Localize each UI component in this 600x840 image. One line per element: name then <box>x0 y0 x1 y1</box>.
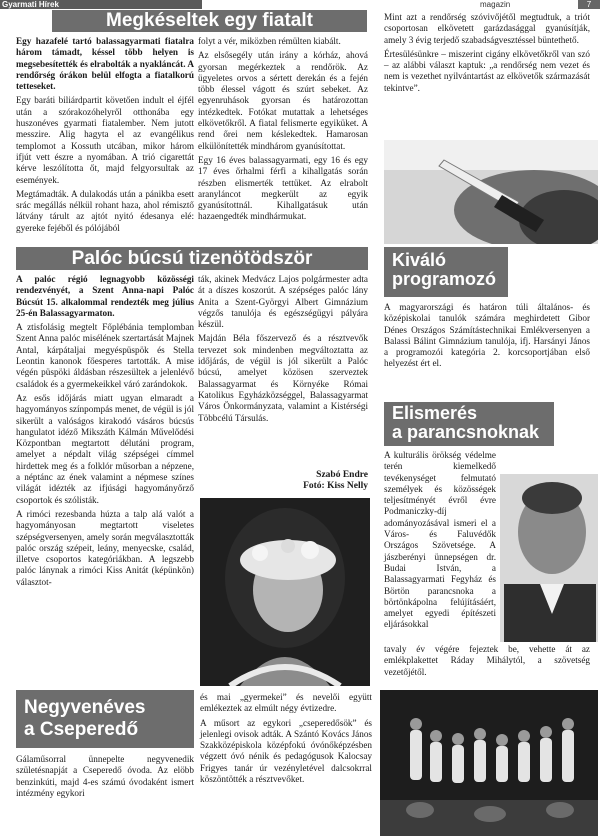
article5-title <box>16 690 194 748</box>
section-label: magazin <box>480 0 511 9</box>
article2-byline <box>198 470 368 492</box>
masthead-left: Gyarmati Hírek <box>0 0 202 9</box>
article2-col2-p2: Majdán Béla főszervező és a résztvevők tervezet sok mindenben megváltoztatta az időjárás, de végül is jól sikerült a Palóc búcsú, amelyet közösen szerveztek Balassagyarmat és Környéke Római Katolikus Egyházközséggel, Balassagyarmat Város Önkormányzata, valamint a Kistérségi Többcélú Társulás. <box>198 333 368 423</box>
article3-text: A magyarországi és határon túli általános- és középiskolai tanulók számára meghirdetett Gibor Dénes Országos Számítástechnikai Emlékversenyen a Balassi Bálint Gimnázium tanulója, ifj. Harsányi János a programozói kategória 2. korcsoportjában első helyezést ért el. <box>384 302 590 369</box>
photo-credit: Fotó: Kiss Nelly <box>303 481 368 491</box>
article1-col2-p3: Egy 16 éves balassagyarmati, egy 16 és egy 17 éves őrhalmi férfi a kihallgatás során részben elismerték tettüket. Az elrabolt aranyláncot megkerült az egyik gyanúsítottnál. Kihallgatásuk után hazaengedték mindhármukat. <box>198 154 368 222</box>
article2-col1-p1: A ztisfolásig megtelt Főplébánia templomban Szent Anna palóc misélének szertartását Majnek Antal, kárpátaljai megyéspüspök és Stella Leontin kanonok főesperes tartották. A mise végén püspöki áldásban részesültek a jelenlévő családok és a gyermekeikkel váró zarándokok. <box>16 322 194 389</box>
article5-col2-p1: és mai „gyermekei” és nevelői együtt emlékeztek az elmúlt négy évtizedre. <box>200 692 372 714</box>
article4-text2: tavaly év végére fejeztek be, vehette át az emlékplakettet Ráday Mihálytól, a szövetség vezetőjétől. <box>384 644 590 677</box>
article1-col1-p1: Egy baráti biliárdpartit követően indult el éjfél után a szórakozóhelyről otthonába egy huszonéves gyarmati fiatalember. Nem jutott messzire. Alig hagyta el az evangélikus templomot a Kossuth utcában, mikor három ifjút vett észre a nyomában. A trió cigarettát kérve leszólította őt, majd felgyorsultak az események. <box>16 95 194 185</box>
article4-text1: A kulturális örökség védelme terén kiemelkedő tevékenységet felmutató személyek és közösségek teljesítményét évről évre Podmaniczky-díj adományozásával ismeri el a Város- és Faluvédők Országos Szövetsége. A jászberényi ünnepségen dr. Budai István, a Balassagyarmati Fegyház és Börtön parancsnoka a börtönkápolna felújításáért, amelyet egyedi építészeti eljárásokkal <box>384 450 496 630</box>
man-portrait-image <box>500 474 598 642</box>
article3-body <box>384 302 590 373</box>
article5-col2 <box>200 692 372 788</box>
article2-col1 <box>16 274 194 591</box>
article2-title: Palóc búcsú tizenötödször <box>16 247 368 270</box>
article2-col1-p3: A rimóci rezesbanda húzta a talp alá valót a hagyományosan megtartott viseletes szépségversenyen, amely során megválasztották palóc ország szépeit, leány, menyecske, család, illetve csoportos kategóriákban. A legszebb palóc lánynak a rimóci Kiss Anitát (képünkön) választot- <box>16 508 194 587</box>
article4-body1 <box>384 450 496 634</box>
article5-title-line2: a Cseperedő <box>24 719 139 740</box>
kindergarten-photo <box>380 690 598 836</box>
knife-image <box>384 140 598 244</box>
article5-col1 <box>16 754 194 802</box>
article5-title-line1: Negyvenéves <box>24 697 146 718</box>
article1-title: Megkéseltek egy fiatalt <box>52 10 367 32</box>
article4-title-line1: Elismerés <box>392 403 478 423</box>
palace-queen-photo <box>200 498 370 686</box>
article1-lead: Egy hazafelé tartó balassagyarmati fiatalra három támadt, késsel több helyen is megsebesítették és elrabolták a nyakláncát. A rendőrség órákon belül elfogta a fiatalkorú tetteseket. <box>16 36 194 92</box>
article5-col1-text: Gálaműsorral ünnepelte negyvenedik születésnapját a Cseperedő óvoda. Az elöbb benzinkúti, majd 4-es számú óvodaként ismert intézmény egykori <box>16 754 194 798</box>
article1-col3-p2: Értesülésünkre – miszerint cigány elkövetőkről van szó – az alábbi választ kaptuk: „a rendőrség nem vezet és nem is vezethet nyilvántartást az elkövetők származását tekintve”. <box>384 48 590 93</box>
children-stage-image <box>380 690 598 836</box>
article1-col2-p1: folyt a vér, miközben rémülten kiabált. <box>198 36 341 46</box>
article5-col2-p2: A műsort az egykori „cseperedősök” és jelenlegi ovisok adták. A Szántó Kovács János Szakközépiskola középfokú óvónőképzésben végzett óvó nénik és pedagógusok Kalocsay Frigyes tanár úr vezényletével dalcsokrral köszöntötték a résztvevőket. <box>200 717 372 785</box>
article3-title-line1: Kiváló <box>392 250 447 270</box>
article4-body2 <box>384 644 590 681</box>
article2-lead: A palóc régió legnagyobb közösségi rendezvényét, a Szent Anna-napi Palóc Búcsút 15. alkalommal rendezték meg július 25-én Balassagyarmaton. <box>16 274 194 318</box>
article4-title <box>384 402 554 446</box>
woman-portrait-image <box>200 498 370 686</box>
article2-col2 <box>198 274 368 427</box>
author-name: Szabó Endre <box>316 470 368 480</box>
article1-col3 <box>384 12 590 97</box>
commander-photo <box>500 474 598 642</box>
article1-col1-p2: Megtámadták. A dulakodás után a pánikba esett srác megállás nélkül rohant haza, ahol rémisztő látvány tárult az ajtót nyitó édesanya elé: gyereke fejéből és pólójából <box>16 188 194 233</box>
page-number: 7 <box>578 0 600 9</box>
article1-col2-p2: Az elsősegély után irány a kórház, ahová gyorsan megérkeztek a rendőrök. Az ügyeletes orvos a sértett derekán és a fején több élessel vágott és szúrt sebeket. Az egyenruhások gyorsan és határozottan intézkedtek. Fotókat mutattak a lehetséges elkövetőkről. A fiatal felismerte egyiküket. A rend őrei nem késlekedtek. Hamarosan elkülönítették mindhárom gyanúsítottat. <box>198 50 368 151</box>
article1-col2 <box>198 36 368 226</box>
masthead-right <box>470 0 600 9</box>
knife-photo <box>384 140 598 244</box>
article1-col3-p1: Mint azt a rendőrség szóvivőjétől megtudtuk, a triót csoportosan elkövetett garázdasággal gyanúsítják, amely 3 évig terjedő szabadságvesztéssel büntethető. <box>384 12 590 45</box>
article3-title-line2: programozó <box>392 269 497 289</box>
article2-col2-p1: ták, akinek Medvácz Lajos polgármester adta át a díszes koszorút. A szépséges palóc lány Anita a Szent-Györgyi Albert Gimnázium végzős tanulója és egészségügyi pályára készül. <box>198 274 368 330</box>
article4-title-line2: a parancsnoknak <box>392 422 540 442</box>
article3-title <box>384 247 508 297</box>
article2-col1-p2: Az esős időjárás miatt ugyan elmaradt a hagyományos színpompás menet, de végül is jól sikerült a valóságos kirakodó vásáros búcsús hangulatot idéző Mikszáth Kálmán Művelődési Központban megtartott délutáni program, amelyet a népdalt világ szépségei címmel hirdettek meg és a folklór műsorban a népzene, a néptánc az ének valamint a népmese színes világát idézték az ifjúsági hagyományőrző csoportok és szólisták. <box>16 392 194 505</box>
article1-col1 <box>16 36 194 237</box>
